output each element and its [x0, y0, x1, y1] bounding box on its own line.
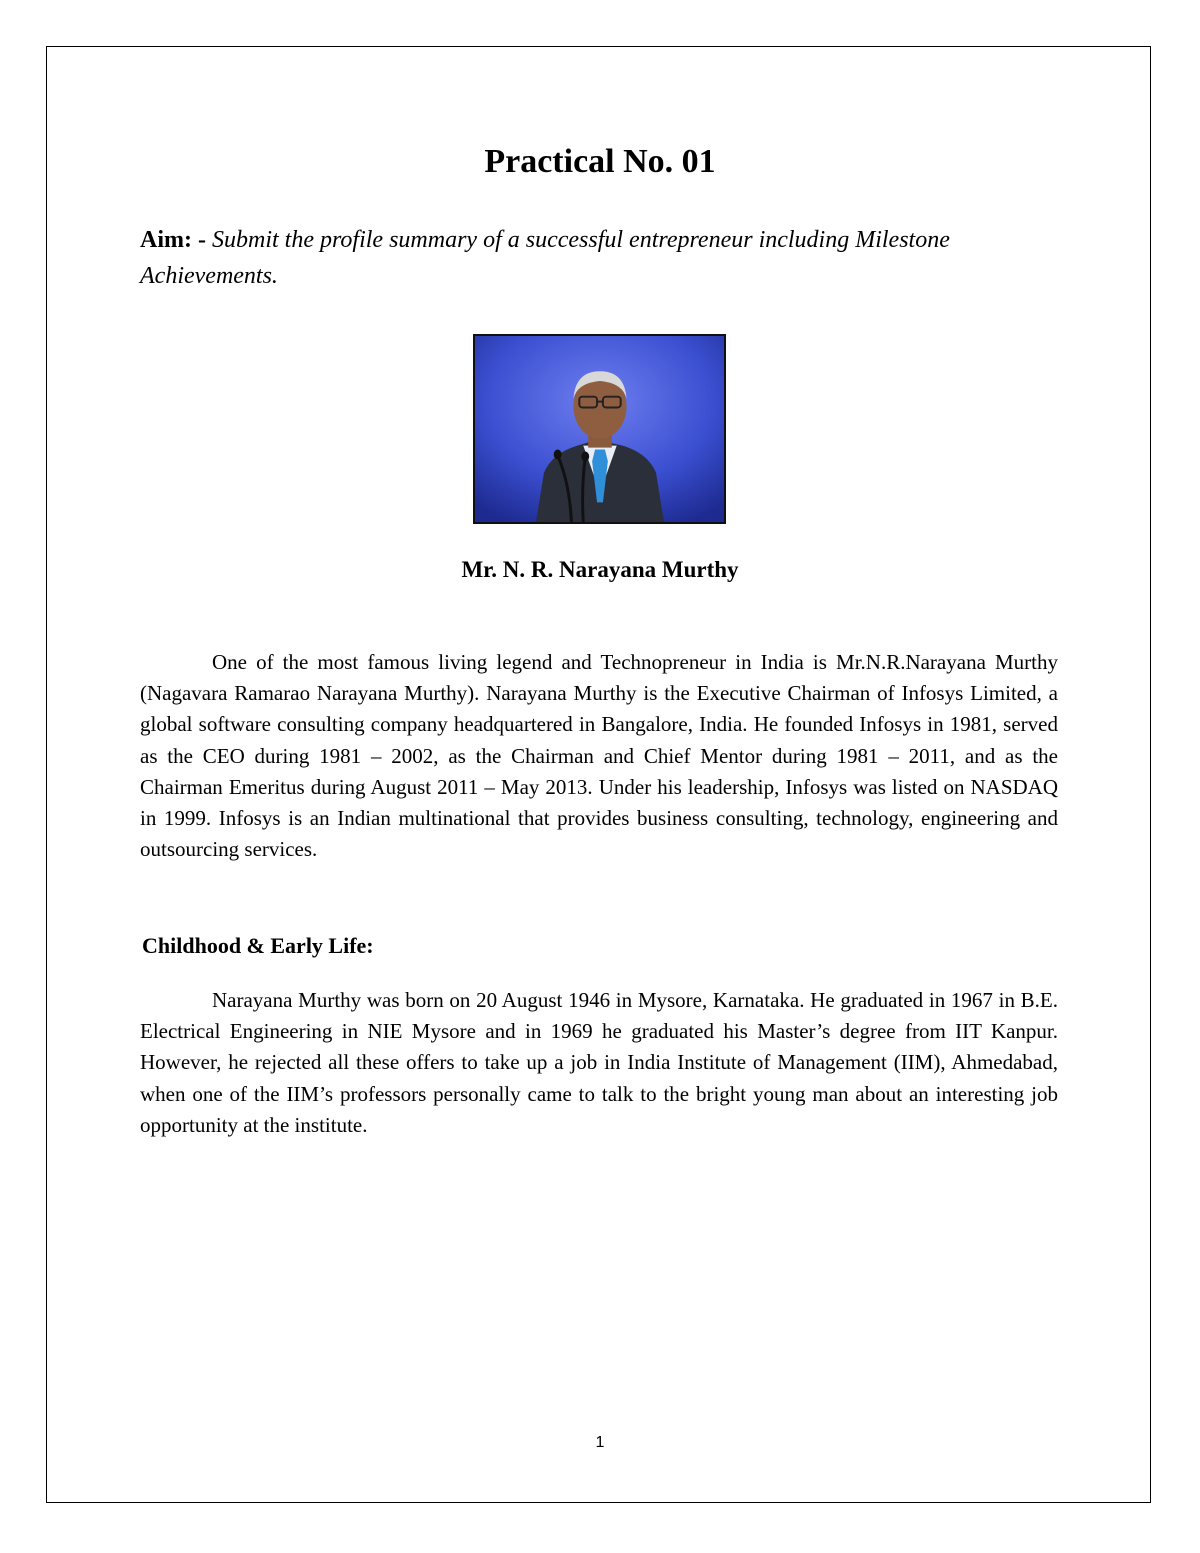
early-life-paragraph: Narayana Murthy was born on 20 August 1946 in Mysore, Karnataka. He graduated in 1967 in B.E. Electrical Engineering in NIE Mysore and in 1969 he graduated his Master’s degree from IIT Kanpur. However, he rejected all these offers to take up a job in India Institute of Management (IIM), Ahmedabad, when one of the IIM’s professors personally came to talk to the bright young man about an interesting job opportunity at the institute. [140, 988, 1058, 1137]
aim-statement [140, 222, 1060, 294]
section-heading-early-life: Childhood & Early Life: [142, 933, 374, 958]
intro-paragraph: One of the most famous living legend and Technopreneur in India is Mr.N.R.Narayana Murthy (Nagavara Ramarao Narayana Murthy). Narayana Murthy is the Executive Chairman of Infosys Limited, a global software consulting company headquartered in Bangalore, India. He founded Infosys in 1981, served as the CEO during 1981 – 2002, as the Chairman and Chief Mentor during 1981 – 2011, and as the Chairman Emeritus during August 2011 – May 2013. Under his leadership, Infosys was listed on NASDAQ in 1999. Infosys is an Indian multinational that provides business consulting, technology, engineering and outsourcing services. [140, 650, 1058, 862]
page-number: 1 [595, 1434, 605, 1451]
profile-photo [473, 334, 726, 524]
aim-label: Aim: - [140, 227, 212, 253]
page-title: Practical No. 01 [484, 143, 716, 180]
profile-name: Mr. N. R. Narayana Murthy [461, 557, 739, 582]
aim-text: Submit the profile summary of a successful entrepreneur including Milestone Achievements. [140, 227, 950, 289]
profile-photo-illustration [475, 336, 724, 522]
